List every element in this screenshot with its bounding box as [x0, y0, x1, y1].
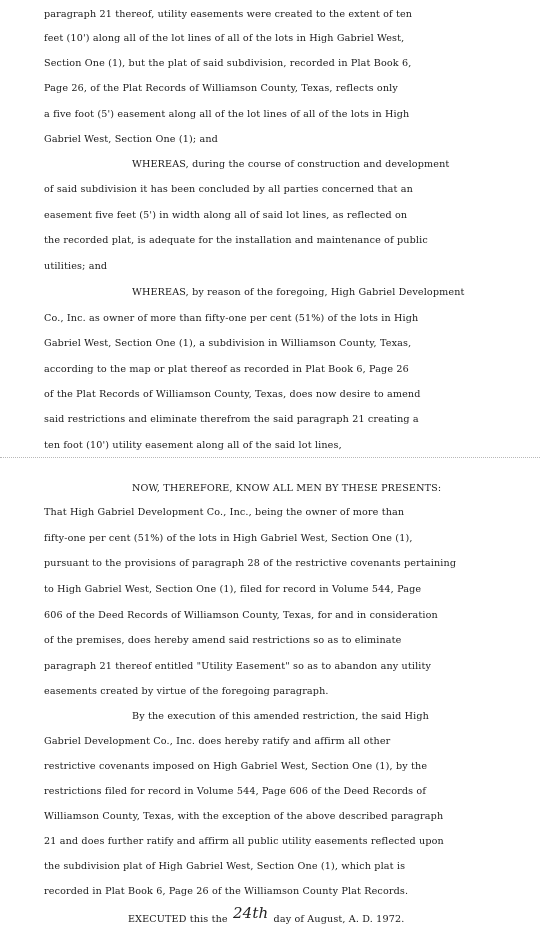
text-line: the recorded plat, is adequate for the installation and maintenance of public	[44, 235, 428, 246]
executed-suffix: day of August, A. D. 1972.	[273, 914, 405, 925]
text-line: Gabriel West, Section One (1); and	[44, 134, 218, 145]
section-heading: NOW, THEREFORE, KNOW ALL MEN BY THESE PRESENTS:	[132, 483, 442, 494]
text-line: to High Gabriel West, Section One (1), filed for record in Volume 544, Page	[44, 584, 422, 595]
text-line: Gabriel Development Co., Inc. does hereby ratify and affirm all other	[44, 736, 391, 747]
text-line: ten foot (10') utility easement along all of the said lot lines,	[44, 440, 342, 451]
text-line: feet (10') along all of the lot lines of all of the lots in High Gabriel West,	[44, 33, 405, 44]
text-line: easements created by virtue of the foregoing paragraph.	[44, 686, 329, 697]
text-line: a five foot (5') easement along all of the lot lines of all of the lots in High	[44, 109, 410, 120]
text-line: 606 of the Deed Records of Williamson County, Texas, for and in consideration	[44, 610, 438, 621]
text-line: 21 and does further ratify and affirm all public utility easements reflected upon	[44, 836, 444, 847]
text-line: By the execution of this amended restriction, the said High	[132, 711, 429, 722]
text-line: restrictive covenants imposed on High Gabriel West, Section One (1), by the	[44, 761, 428, 772]
text-line: paragraph 21 thereof entitled "Utility Easement" so as to abandon any utility	[44, 661, 432, 672]
text-line: Williamson County, Texas, with the exception of the above described paragraph	[44, 811, 444, 822]
text-line: Co., Inc. as owner of more than fifty-one per cent (51%) of the lots in High	[44, 313, 419, 324]
executed-line	[128, 904, 405, 926]
text-line: of said subdivision it has been concluded by all parties concerned that an	[44, 184, 413, 195]
text-line: WHEREAS, during the course of construction and development	[132, 159, 450, 170]
text-line: WHEREAS, by reason of the foregoing, High Gabriel Development	[132, 287, 465, 298]
scan-artifact-line	[0, 457, 540, 458]
text-line: pursuant to the provisions of paragraph 28 of the restrictive covenants pertaining	[44, 558, 457, 569]
text-line: That High Gabriel Development Co., Inc., being the owner of more than	[44, 507, 405, 518]
text-line: Page 26, of the Plat Records of Williamson County, Texas, reflects only	[44, 83, 398, 94]
text-line: paragraph 21 thereof, utility easements were created to the extent of ten	[44, 9, 413, 20]
text-line: recorded in Plat Book 6, Page 26 of the Williamson County Plat Records.	[44, 886, 409, 897]
text-line: said restrictions and eliminate therefrom the said paragraph 21 creating a	[44, 414, 419, 425]
text-line: of the premises, does hereby amend said restrictions so as to eliminate	[44, 635, 402, 646]
handwritten-day: 24th	[232, 904, 269, 922]
text-line: easement five feet (5') in width along all of said lot lines, as reflected on	[44, 210, 408, 221]
text-line: the subdivision plat of High Gabriel West, Section One (1), which plat is	[44, 861, 406, 872]
executed-prefix: EXECUTED this the	[128, 914, 228, 925]
text-line: of the Plat Records of Williamson County, Texas, does now desire to amend	[44, 389, 421, 400]
text-line: Gabriel West, Section One (1), a subdivision in Williamson County, Texas,	[44, 338, 412, 349]
text-line: restrictions filed for record in Volume 544, Page 606 of the Deed Records of	[44, 786, 427, 797]
text-line: according to the map or plat thereof as recorded in Plat Book 6, Page 26	[44, 364, 409, 375]
text-line: fifty-one per cent (51%) of the lots in High Gabriel West, Section One (1),	[44, 533, 413, 544]
text-line: utilities; and	[44, 261, 108, 272]
text-line: Section One (1), but the plat of said subdivision, recorded in Plat Book 6,	[44, 58, 412, 69]
